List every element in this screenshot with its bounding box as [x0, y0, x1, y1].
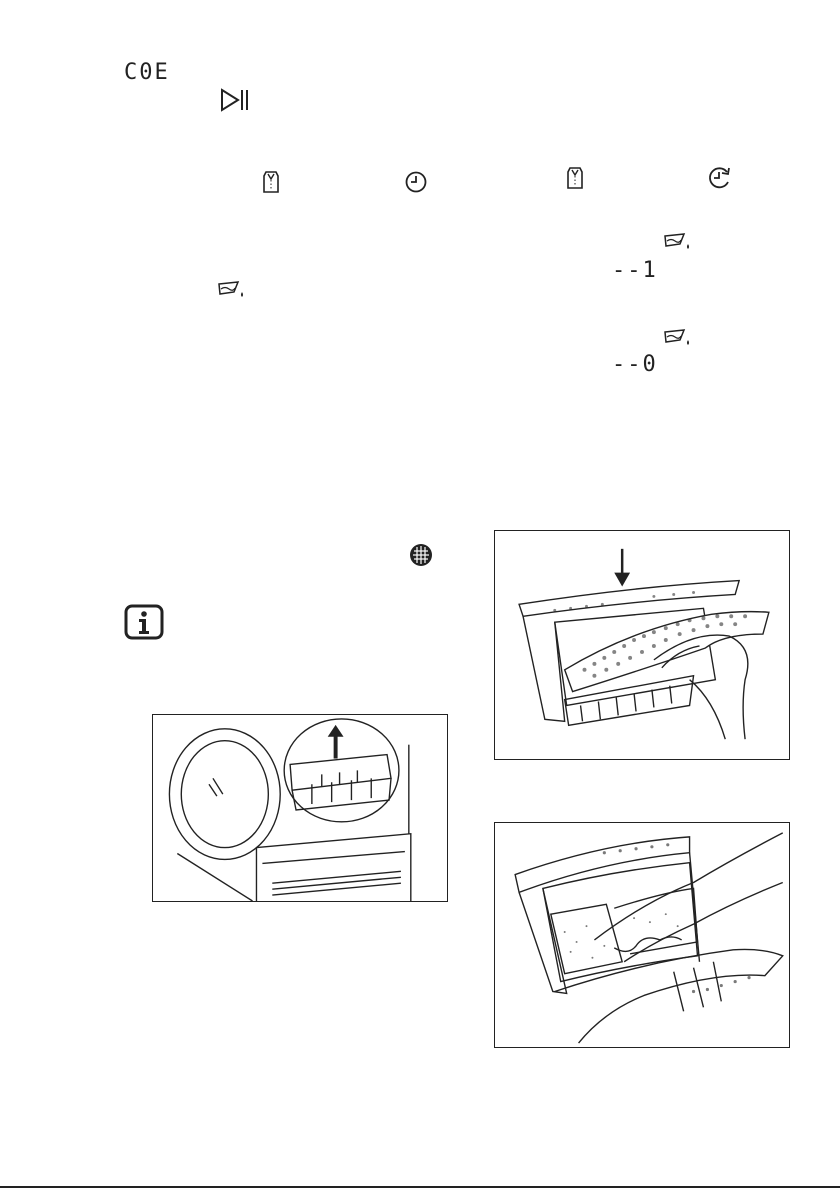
start-pause-icon [220, 88, 252, 116]
info-icon [124, 604, 164, 644]
clock-icon [404, 170, 428, 198]
filter-cleaning-illustration [494, 822, 790, 1048]
filter-icon [408, 542, 434, 572]
shirt-icon [566, 166, 584, 194]
water-tank-icon [216, 276, 248, 304]
dryer-filter-removal-illustration [152, 714, 448, 902]
shirt-icon [262, 170, 280, 198]
page-bottom-rule [0, 1186, 840, 1188]
water-tank-icon [662, 324, 694, 352]
error-code-display: C0E [124, 60, 170, 85]
water-level-display-1: --1 [612, 258, 658, 283]
clock-refresh-icon [706, 164, 734, 196]
water-tank-icon [662, 228, 694, 256]
water-level-display-0: --0 [612, 352, 658, 377]
filter-close-illustration [494, 530, 790, 760]
